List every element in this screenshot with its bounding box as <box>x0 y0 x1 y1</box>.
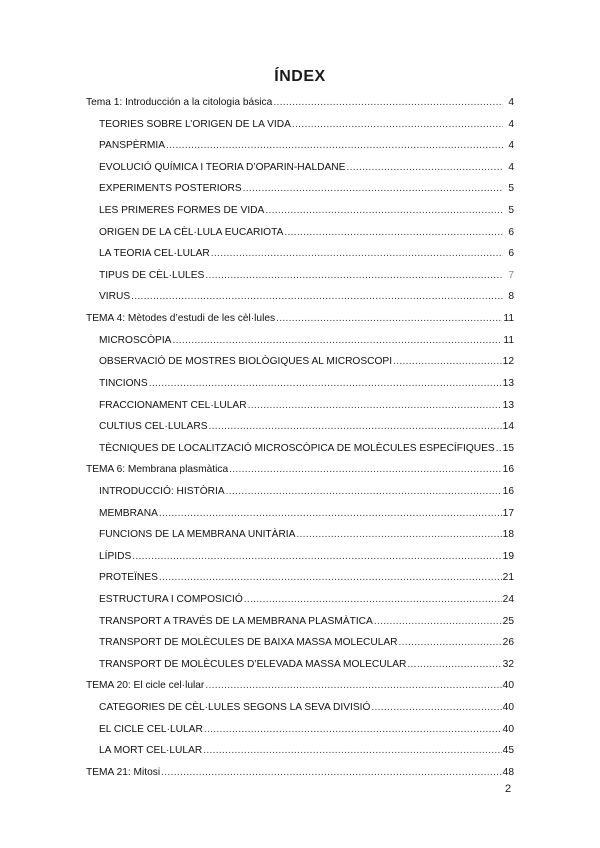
toc-entry[interactable] <box>86 308 514 330</box>
toc-entry-label: VIRUS <box>99 291 131 303</box>
toc-entry[interactable] <box>86 373 514 395</box>
toc-entry-page: 40 <box>502 723 514 735</box>
toc-entry-label: INTRODUCCIÓ: HISTÒRIA <box>99 485 225 497</box>
toc-entry[interactable] <box>86 546 514 568</box>
toc-entry[interactable] <box>86 762 514 784</box>
toc-entry[interactable] <box>86 740 514 762</box>
toc-entry[interactable] <box>86 503 514 525</box>
dot-leader <box>166 135 503 157</box>
toc-entry-label: LES PRIMERES FORMES DE VIDA <box>99 205 265 217</box>
dot-leader <box>172 330 502 352</box>
dot-leader <box>407 654 501 676</box>
dot-leader <box>205 265 503 287</box>
toc-entry-label: LA MORT CEL·LULAR <box>99 745 203 757</box>
dot-leader <box>159 503 502 525</box>
toc-entry-label: EXPERIMENTS POSTERIORS <box>99 183 242 195</box>
dot-leader <box>346 157 503 179</box>
dot-leader <box>204 719 502 741</box>
toc-entry-page: 18 <box>502 529 514 541</box>
toc-entry[interactable] <box>86 524 514 546</box>
toc-entry-label: TRANSPORT DE MOLÈCULES DE BAIXA MASSA MOLECULAR <box>99 637 398 649</box>
dot-leader <box>296 524 501 546</box>
toc-entry-page: 21 <box>502 572 514 584</box>
toc-entry[interactable] <box>86 114 514 136</box>
dot-leader <box>161 762 501 784</box>
toc-entry-label: ORIGEN DE LA CÈL·LULA EUCARIOTA <box>99 226 284 238</box>
dot-leader <box>399 632 502 654</box>
dot-leader <box>159 567 502 589</box>
toc-entry-page: 45 <box>502 745 514 757</box>
toc-entry[interactable] <box>86 567 514 589</box>
toc-entry[interactable] <box>86 243 514 265</box>
toc-entry[interactable] <box>86 719 514 741</box>
toc-entry-page: 7 <box>508 269 514 281</box>
dot-leader <box>226 481 502 503</box>
toc-entry-page: 16 <box>502 485 514 497</box>
toc-entry[interactable] <box>86 157 514 179</box>
toc-entry-label: TEMA 21: Mitosi <box>86 766 161 778</box>
dot-leader <box>229 459 502 481</box>
toc-entry-label: CATEGORIES DE CÈL·LULES SEGONS LA SEVA DIVISIÓ <box>99 702 371 714</box>
toc-entry-label: TÈCNIQUES DE LOCALITZACIÓ MICROSCÒPICA DE MOLÈCULES ESPECÍFIQUES <box>99 442 495 454</box>
toc-entry[interactable] <box>86 395 514 417</box>
toc-entry[interactable] <box>86 330 514 352</box>
dot-leader <box>243 178 503 200</box>
dot-leader <box>205 675 501 697</box>
toc-entry-label: EL CICLE CEL·LULAR <box>99 723 203 735</box>
toc-entry-page: 13 <box>502 399 514 411</box>
toc-entry[interactable] <box>86 265 514 287</box>
toc-entry-label: MICROSCÒPIA <box>99 334 172 346</box>
dot-leader <box>374 611 502 633</box>
dot-leader <box>496 438 502 460</box>
dot-leader <box>132 546 501 568</box>
toc-entry[interactable] <box>86 611 514 633</box>
toc-entry-page: 19 <box>502 550 514 562</box>
dot-leader <box>149 373 502 395</box>
dot-leader <box>211 243 503 265</box>
toc-entry-page: 4 <box>508 118 514 130</box>
toc-entry-label: FUNCIONS DE LA MEMBRANA UNITÀRIA <box>99 529 296 541</box>
dot-leader <box>393 351 502 373</box>
dot-leader <box>371 697 501 719</box>
dot-leader <box>203 740 501 762</box>
toc-entry-page: 48 <box>502 766 514 778</box>
dot-leader <box>265 200 503 222</box>
toc-entry-label: TINCIONS <box>99 377 148 389</box>
dot-leader <box>276 308 502 330</box>
toc-entry[interactable] <box>86 481 514 503</box>
toc-entry[interactable] <box>86 351 514 373</box>
toc-entry-label: TEMA 20: El cicle cel·lular <box>86 680 205 692</box>
toc-entry[interactable] <box>86 416 514 438</box>
toc-entry-page: 4 <box>508 97 514 108</box>
dot-leader <box>209 416 502 438</box>
toc-entry-label: PANSPÈRMIA <box>99 140 166 152</box>
toc-entry-page: 15 <box>502 442 514 454</box>
toc-entry[interactable] <box>86 200 514 222</box>
toc-entry-page: 12 <box>502 356 514 368</box>
toc-entry-label: FRACCIONAMENT CEL·LULAR <box>99 399 247 411</box>
toc-entry-label: TEORIES SOBRE L’ORIGEN DE LA VIDA <box>99 118 291 130</box>
toc-entry-label: Tema 1: Introducción a la citologia básica <box>86 97 273 108</box>
toc-entry-page: 17 <box>502 507 514 519</box>
dot-leader <box>131 286 503 308</box>
toc-entry-page: 5 <box>508 205 514 217</box>
toc-entry-label: TIPUS DE CÈL·LULES <box>99 269 205 281</box>
dot-leader <box>273 92 503 114</box>
toc-entry-page: 40 <box>502 680 514 692</box>
toc-entry-page: 8 <box>508 291 514 303</box>
toc-entry[interactable] <box>86 632 514 654</box>
toc-entry[interactable] <box>86 92 514 114</box>
toc-entry[interactable] <box>86 438 514 460</box>
toc-entry[interactable] <box>86 222 514 244</box>
page-number: 2 <box>505 783 512 795</box>
toc-entry-page: 32 <box>502 658 514 670</box>
toc-entry[interactable] <box>86 675 514 697</box>
toc-entry-page: 16 <box>502 464 514 476</box>
toc-entry-page: 25 <box>502 615 514 627</box>
toc-entry-page: 13 <box>502 377 514 389</box>
toc-entry[interactable] <box>86 697 514 719</box>
toc-entry-page: 4 <box>508 140 514 152</box>
toc-entry-label: LA TEORIA CEL·LULAR <box>99 248 210 260</box>
dot-leader <box>292 114 503 136</box>
dot-leader <box>244 589 502 611</box>
toc-entry-page: 11 <box>503 334 514 346</box>
toc-entry-label: LÍPIDS <box>99 550 132 562</box>
toc-entry-label: ESTRUCTURA I COMPOSICIÓ <box>99 594 243 606</box>
toc-entry-page: 4 <box>508 161 514 173</box>
toc-entry-label: OBSERVACIÓ DE MOSTRES BIOLÒGIQUES AL MICROSCOPI <box>99 356 393 368</box>
toc-entry[interactable] <box>86 459 514 481</box>
toc-entry-label: TEMA 4: Mètodes d’estudi de les cèl·lules <box>86 313 276 325</box>
toc-entry-page: 6 <box>508 248 514 260</box>
toc-entry-label: TRANSPORT A TRAVÉS DE LA MEMBRANA PLASMÀTICA <box>99 615 373 627</box>
index-title: ÍNDEX <box>274 68 326 85</box>
toc-entry-page: 5 <box>508 183 514 195</box>
toc-entry-page: 6 <box>508 226 514 238</box>
toc-entry-label: PROTEÏNES <box>99 572 158 584</box>
toc-entry[interactable] <box>86 178 514 200</box>
toc-entry-label: MEMBRANA <box>99 507 158 519</box>
dot-leader <box>248 395 502 417</box>
toc-entry-label: EVOLUCIÓ QUÍMICA I TEORIA D’OPARIN-HALDANE <box>99 161 346 173</box>
dot-leader <box>284 222 503 244</box>
toc-entry[interactable] <box>86 286 514 308</box>
toc-entry-page: 11 <box>503 313 514 325</box>
toc-entry[interactable] <box>86 654 514 676</box>
toc-entry-label: TEMA 6: Membrana plasmàtica <box>86 464 229 476</box>
toc-entry[interactable] <box>86 589 514 611</box>
toc-entry-label: TRANSPORT DE MOLÈCULES D’ELEVADA MASSA MOLECULAR <box>99 658 407 670</box>
toc-entry-label: CULTIUS CEL·LULARS <box>99 421 208 433</box>
table-of-contents <box>86 92 514 784</box>
toc-entry-page: 24 <box>502 594 514 606</box>
toc-entry-page: 14 <box>502 421 514 433</box>
toc-entry-page: 40 <box>502 702 514 714</box>
toc-entry-page: 26 <box>502 637 514 649</box>
toc-entry[interactable] <box>86 135 514 157</box>
